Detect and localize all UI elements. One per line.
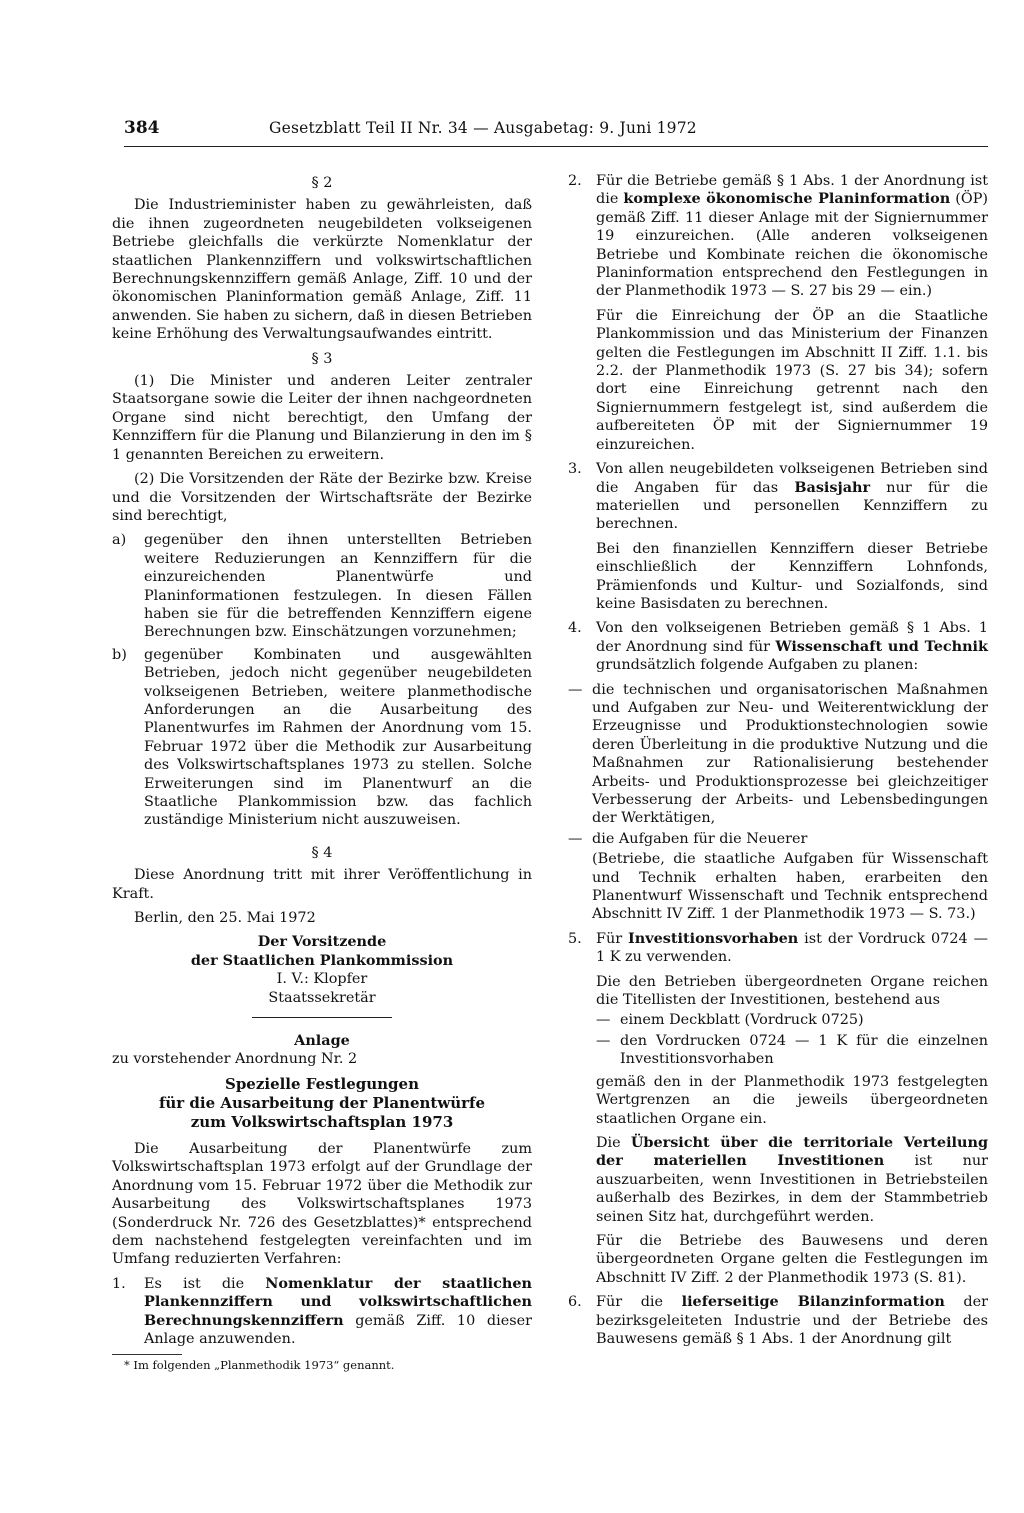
item-5-para-2: Die den Betrieben übergeordneten Organe reichen die Titellisten der Investitionen, bestehend aus [596,973,988,1009]
section-4-title: § 4 [311,844,333,861]
dash-marker: — [568,830,583,847]
separator-rule [252,1017,392,1018]
signature-line-4: Staatssekretär [268,989,376,1006]
item-5-dash-2 [596,1032,988,1069]
page-header [124,118,988,147]
item-emphasis: Wissenschaft und Technik [775,637,988,655]
item-text: Von allen neugebildeten volkseigenen Betrieben sind die Angaben für das [596,461,988,496]
list-item-text: gegenüber Kombinaten und ausgewählten Betrieben, jedoch nicht gegenüber neugebildeten volkseigenen Betrieben, weitere planmethodische Anforderungen an die Ausarbeitung des Planentwurfes im Rahmen der Anordnung vom 15. Februar 1972 über die Methodik zur Ausarbeitung des Volkswirtschaftsplanes 1973 zu stellen. Solche Erweiterungen sind im Planentwurf an die Staatliche Plankommission bzw. das fachlich zuständige Ministerium nicht auszuweisen. [144,646,532,829]
item-emphasis: Investitionsvorhaben [628,929,799,947]
item-text: Von den volkseigenen Betrieben gemäß § 1 Abs. 1 der Anordnung sind für [596,620,988,655]
list-marker: 6. [568,1294,582,1311]
dash-text: die Aufgaben für die Neuerer [592,830,808,847]
item-text: grundsätzlich folgende Aufgaben zu planen: [596,657,919,674]
item-text: Für die [596,1294,682,1311]
dash-marker: — [596,1032,611,1049]
item-4-note: (Betriebe, die staatliche Aufgaben für Wissenschaft und Technik erhalten haben, erarbeiten den Planentwurf Wissenschaft und Technik entsprechend Abschnitt IV Ziff. 1 der Planmethodik 1973 — S. 73.) [592,851,988,923]
signature-line-1: Der Vorsitzende [257,933,387,951]
item-text: ist nur auszuarbeiten, wenn Investitionen in Betriebsteilen außerhalb des Bezirkes, in dem der Stammbetrieb seinen Sitz hat, durchgeführt werden. [596,1153,988,1225]
item-5-para-3: gemäß den in der Planmethodik 1973 festgelegten Wertgrenzen an die jeweils übergeordneten staatlichen Organe ein. [596,1073,988,1127]
dash-marker: — [596,1012,611,1029]
dash-text: einem Deckblatt (Vordruck 0725) [620,1012,864,1029]
section-3-para-1: (1) Die Minister und anderen Leiter zentraler Staatsorgane sowie die Leiter der ihnen nachgeordneten Organe sind nicht berechtigt, den Umfang der Kennziffern für die Planung und Bilanzierung in den im § 1 genannten Bereichen zu erweitern. [112,373,532,463]
place-date: Berlin, den 25. Mai 1972 [134,910,316,927]
anlage-subtitle: zu vorstehender Anordnung Nr. 2 [112,1051,358,1068]
list-marker: 1. [112,1275,126,1292]
list-marker: 5. [568,930,582,947]
item-5-para-5: Für die Betriebe des Bauwesens und deren übergeordneten Organe gelten die Festlegungen im Abschnitt IV Ziff. 2 der Planmethodik 1973 (S. 81). [596,1232,988,1286]
list-marker: b) [112,646,127,663]
section-4-text: Diese Anordnung tritt mit ihrer Veröffentlichung in Kraft. [112,867,532,902]
annex-item-6 [568,1293,988,1348]
dash-text: die technischen und organisatorischen Maßnahmen und Aufgaben zur Neu- und Weiterentwicklung der Erzeugnisse und Produktionstechnologien sowie deren Überleitung in die produktive Nutzung und die Maßnahmen zur Rationalisierung bestehender Arbeits- und Produktionsprozesse bei gleichzeitiger Verbesserung der Arbeits- und Lebensbedingungen der Werktätigen, [592,681,988,827]
list-marker: a) [112,532,127,549]
right-column [568,172,988,1354]
item-emphasis: Nomenklatur der staatlichen Plankennziffern und volkswirtschaftlichen Berechnungskennziffern [144,1274,532,1329]
dash-marker: — [568,681,583,698]
signature-line-3: I. V.: Klopfer [276,971,368,988]
item-text: gemäß Ziff. 10 dieser Anlage anzuwenden. [144,1312,532,1347]
list-marker: 2. [568,173,582,189]
annex-heading-line-3: zum Volkswirtschaftsplan 1973 [190,1112,454,1131]
item-4-dash-1 [568,681,988,828]
item-3-para-2: Bei den finanziellen Kennziffern dieser Betriebe einschließlich der Kennziffern Lohnfonds, Prämienfonds und Kultur- und Sozialfonds, sind keine Basisdaten zu berechnen. [596,540,988,612]
signature-line-2: der Staatlichen Plankommission [190,951,454,969]
list-marker: 4. [568,620,582,637]
annex-item-2 [568,172,988,454]
annex-item-5 [568,930,988,1287]
item-5-dash-1 [596,1011,988,1029]
item-text: ist der Vordruck 0724 — 1 K zu verwenden. [596,930,988,966]
item-text: der bezirksgeleiteten Industrie und der Betriebe des Bauwesens gemäß § 1 Abs. 1 der Anordnung gilt [596,1294,988,1347]
left-column [112,172,532,1372]
item-emphasis: komplexe ökonomische Planinformation [623,190,951,208]
footnote: * Im folgenden „Planmethodik 1973“ genannt. [124,1358,395,1373]
annex-item-3 [568,460,988,613]
item-emphasis: Basisjahr [794,478,871,496]
item-2-para-2: Für die Einreichung der ÖP an die Staatliche Plankommission und das Ministerium der Finanzen gelten die Festlegungen im Abschnitt II Ziff. 1.1. bis 2.2. der Planmethodik 1973 (S. 27 bis 34); sofern dort eine Einreichung getrennt nach den Signiernummern festgelegt ist, sind außerdem die aufbereiteten ÖP mit der Signiernummer 19 einzureichen. [596,307,988,453]
dash-text: den Vordrucken 0724 — 1 K für die einzelnen Investitionsvorhaben [620,1032,988,1068]
page-number: 384 [124,118,160,138]
item-text: Die [596,1134,631,1151]
item-emphasis: lieferseitige Bilanzinformation [681,1293,945,1311]
section-2-text: Die Industrieminister haben zu gewährleisten, daß die ihnen zugeordneten neugebildeten volkseigenen Betriebe gleichfalls die verkürzte Nomenklatur der staatlichen Plankennziffern und volkswirtschaftlichen Berechnungskennziffern gemäß Anlage, Ziff. 10 und der ökonomischen Planinformation gemäß Anlage, Ziff. 11 anwenden. Sie haben zu sichern, daß in diesen Betrieben keine Erhöhung des Verwaltungsaufwandes eintritt. [112,197,532,343]
gazette-title: Gesetzblatt Teil II Nr. 34 — Ausgabetag: 9. Juni 1972 [269,119,697,137]
item-text: (ÖP) gemäß Ziff. 11 dieser Anlage mit der Signiernummer 19 einzureichen. (Alle anderen volkseigenen Betriebe und Kombinate reichen die ökonomische Planinformation entsprechend den Festlegungen in der Planmethodik 1973 — S. 27 bis 29 — ein.) [596,191,988,300]
item-text: nur für die materiellen und personellen Kennziffern zu berechnen. [596,479,988,533]
item-text: Für [596,930,629,947]
section-2-title: § 2 [311,175,333,191]
annex-intro: Die Ausarbeitung der Planentwürfe zum Volkswirtschaftsplan 1973 erfolgt auf der Grundlage der Anordnung vom 15. Februar 1972 über die Methodik zur Ausarbeitung des Volkswirtschaftsplanes 1973 (Sonderdruck Nr. 726 des Gesetzblattes)* entsprechend dem nachstehend festgelegten vereinfachten und im Umfang reduzierten Verfahren: [112,1140,532,1268]
annex-heading [112,1075,532,1132]
section-3-para-2: (2) Die Vorsitzenden der Räte der Bezirke bzw. Kreise und die Vorsitzenden der Wirtschaftsräte der Bezirke sind berechtigt, [112,471,532,524]
annex-item-1 [112,1275,532,1349]
section-3-item-a [112,531,532,641]
footnote-rule [112,1354,182,1355]
section-3-item-b [112,646,532,830]
anlage-title: Anlage [294,1032,350,1050]
list-item-text: gegenüber den ihnen unterstellten Betrieben weitere Reduzierungen an Kennziffern für die einzureichenden Planentwürfe und Planinformationen festzulegen. In diesen Fällen haben sie für die betreffenden Kennziffern eigene Berechnungen bzw. Einschätzungen vorzunehmen; [144,532,532,641]
item-text: Für die Betriebe gemäß § 1 Abs. 1 der Anordnung ist die [596,173,988,208]
list-marker: 3. [568,461,582,478]
item-text: Es ist die [144,1275,266,1292]
annex-heading-line-2: für die Ausarbeitung der Planentwürfe [158,1093,486,1112]
item-emphasis: Übersicht über die territoriale Verteilung der materiellen Investitionen [596,1133,989,1170]
annex-heading-line-1: Spezielle Festlegungen [224,1074,419,1093]
annex-item-4 [568,619,988,674]
item-4-dash-2 [568,830,988,924]
item-5-para-4 [596,1134,988,1226]
section-3-title: § 3 [311,350,333,367]
